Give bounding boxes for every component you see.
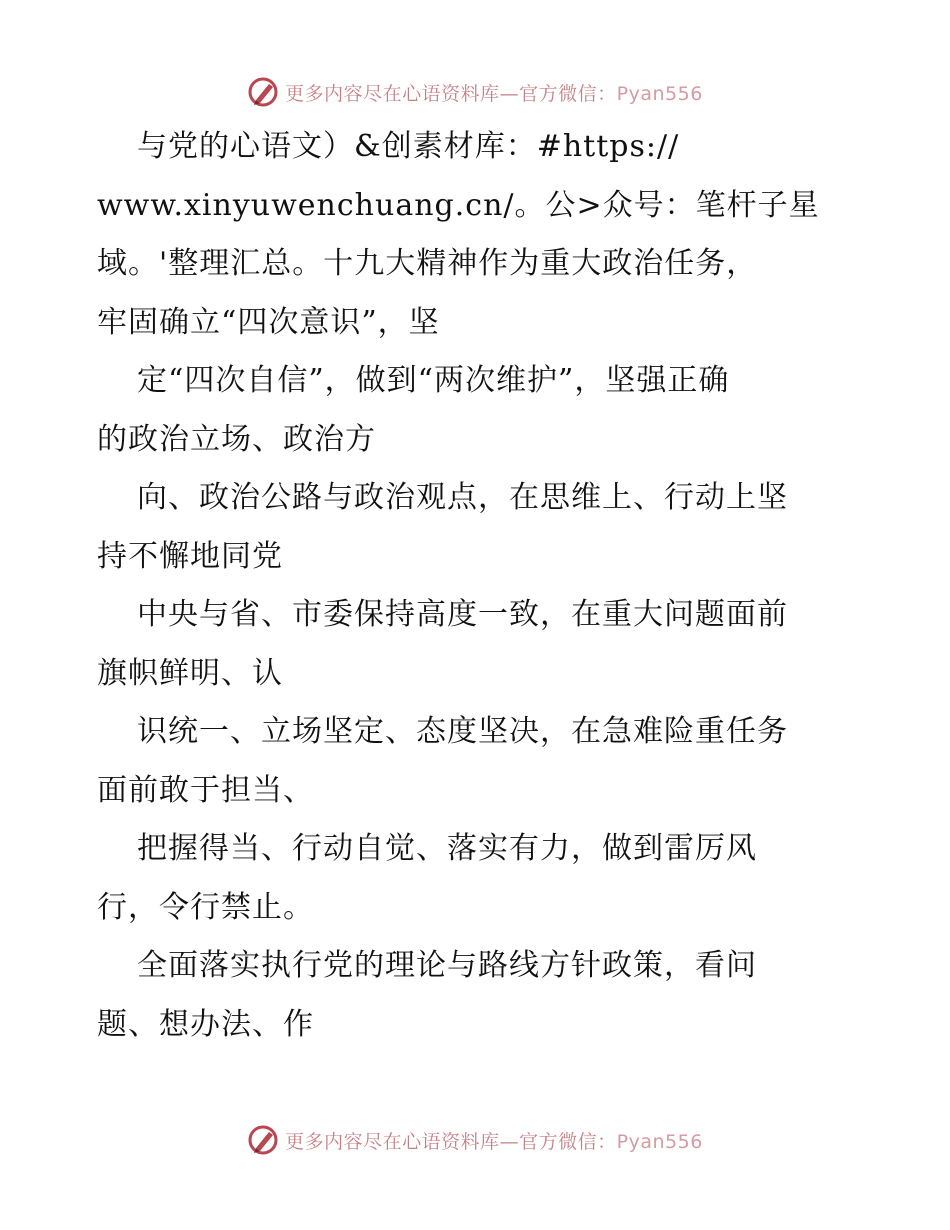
text-line: 把握得当、行动自觉、落实有力，做到雷厉风 [137, 831, 757, 866]
text-line: 旗帜鲜明、认 [97, 655, 283, 691]
text-line: 定“四次自信”，做到“两次维护”，坚强正确 [137, 363, 730, 398]
text-line: 全面落实执行党的理论与路线方针政策，看问 [137, 948, 757, 983]
text-line: 识统一、立场坚定、态度坚决，在急难险重任务 [137, 714, 788, 749]
text-line: 面前敢于担当、 [97, 772, 314, 808]
text-line: 持不懈地同党 [97, 538, 283, 574]
text-line: www.xinyuwenchuang.cn/。公>众号：笔杆子星 [97, 187, 820, 223]
text-line: 向、政治公路与政治观点，在思维上、行动上坚 [137, 480, 788, 515]
text-line: 牢固确立“四次意识”，坚 [97, 304, 440, 340]
footer-banner-text: 更多内容尽在心语资料库—官方微信：Pyan556 [285, 1130, 703, 1153]
header-banner-text: 更多内容尽在心语资料库—官方微信：Pyan556 [285, 82, 703, 105]
pen-circle-logo-icon [247, 76, 279, 108]
document-body [97, 118, 857, 1054]
footer-banner [0, 1120, 950, 1160]
text-line: 的政治立场、政治方 [97, 421, 376, 457]
text-line: 题、想办法、作 [97, 1006, 314, 1042]
text-line: 域。'整理汇总。十九大精神作为重大政治任务， [97, 246, 758, 281]
pen-circle-logo-icon [247, 1124, 279, 1156]
text-line: 行，令行禁止。 [97, 889, 314, 925]
text-line: 与党的心语文）&创素材库：#https:// [137, 129, 680, 164]
text-line: 中央与省、市委保持高度一致，在重大问题面前 [137, 597, 788, 632]
header-banner [0, 72, 950, 112]
